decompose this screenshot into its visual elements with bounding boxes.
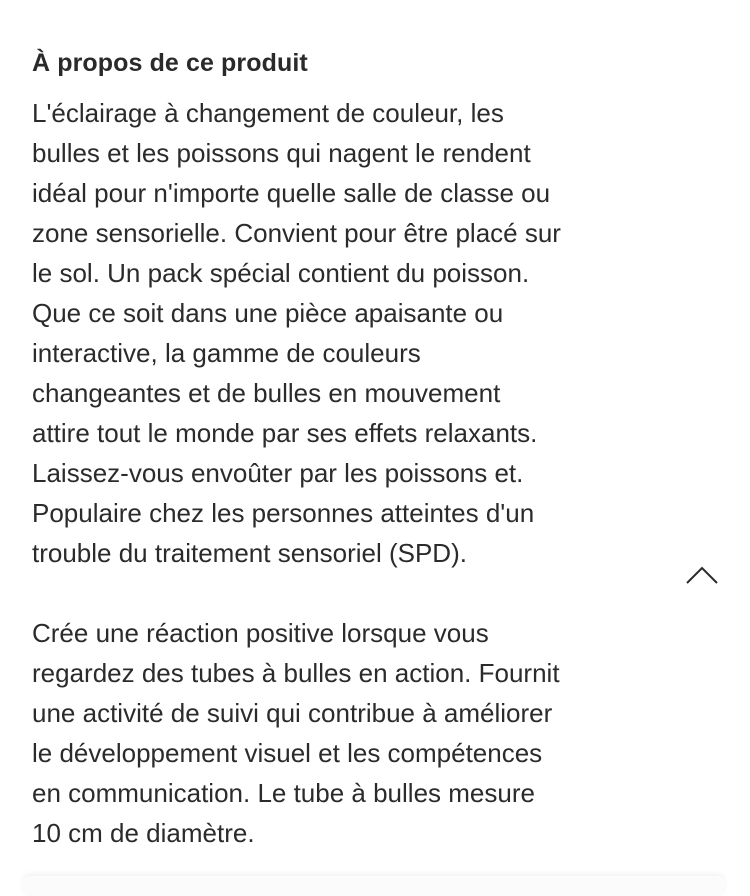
paragraph-line: interactive, la gamme de couleurs [32, 338, 421, 368]
paragraph-line: L'éclairage à changement de couleur, les [32, 98, 504, 128]
paragraph-line: zone sensorielle. Convient pour être placé sur [32, 218, 561, 248]
chevron-up-icon [684, 563, 720, 587]
next-section-card-edge [24, 876, 724, 896]
paragraph-line: trouble du traitement sensoriel (SPD). [32, 538, 467, 568]
paragraph-line: attire tout le monde par ses effets relaxants. [32, 418, 538, 448]
paragraph-line: le développement visuel et les compétences [32, 738, 543, 768]
paragraph-line: Populaire chez les personnes atteintes d'un [32, 498, 535, 528]
paragraph-line: une activité de suivi qui contribue à améliorer [32, 698, 553, 728]
paragraph-line: bulles et les poissons qui nagent le rendent [32, 138, 531, 168]
paragraph-line: 10 cm de diamètre. [32, 818, 255, 848]
paragraph-line: regardez des tubes à bulles en action. Fournit [32, 658, 560, 688]
paragraph-line: Crée une réaction positive lorsque vous [32, 618, 489, 648]
paragraph-line: en communication. Le tube à bulles mesure [32, 778, 535, 808]
section-title: À propos de ce produit [32, 49, 308, 77]
paragraph-line: changeantes et de bulles en mouvement [32, 378, 501, 408]
paragraph-line: le sol. Un pack spécial contient du poisson. [32, 258, 530, 288]
paragraph-line: Laissez-vous envoûter par les poissons et. [32, 458, 524, 488]
paragraph-line: Que ce soit dans une pièce apaisante ou [32, 298, 504, 328]
paragraph-line: idéal pour n'importe quelle salle de classe ou [32, 178, 551, 208]
description-paragraph-2 [32, 613, 560, 853]
description-paragraph-1 [32, 93, 561, 573]
back-to-top-button[interactable] [684, 563, 720, 587]
